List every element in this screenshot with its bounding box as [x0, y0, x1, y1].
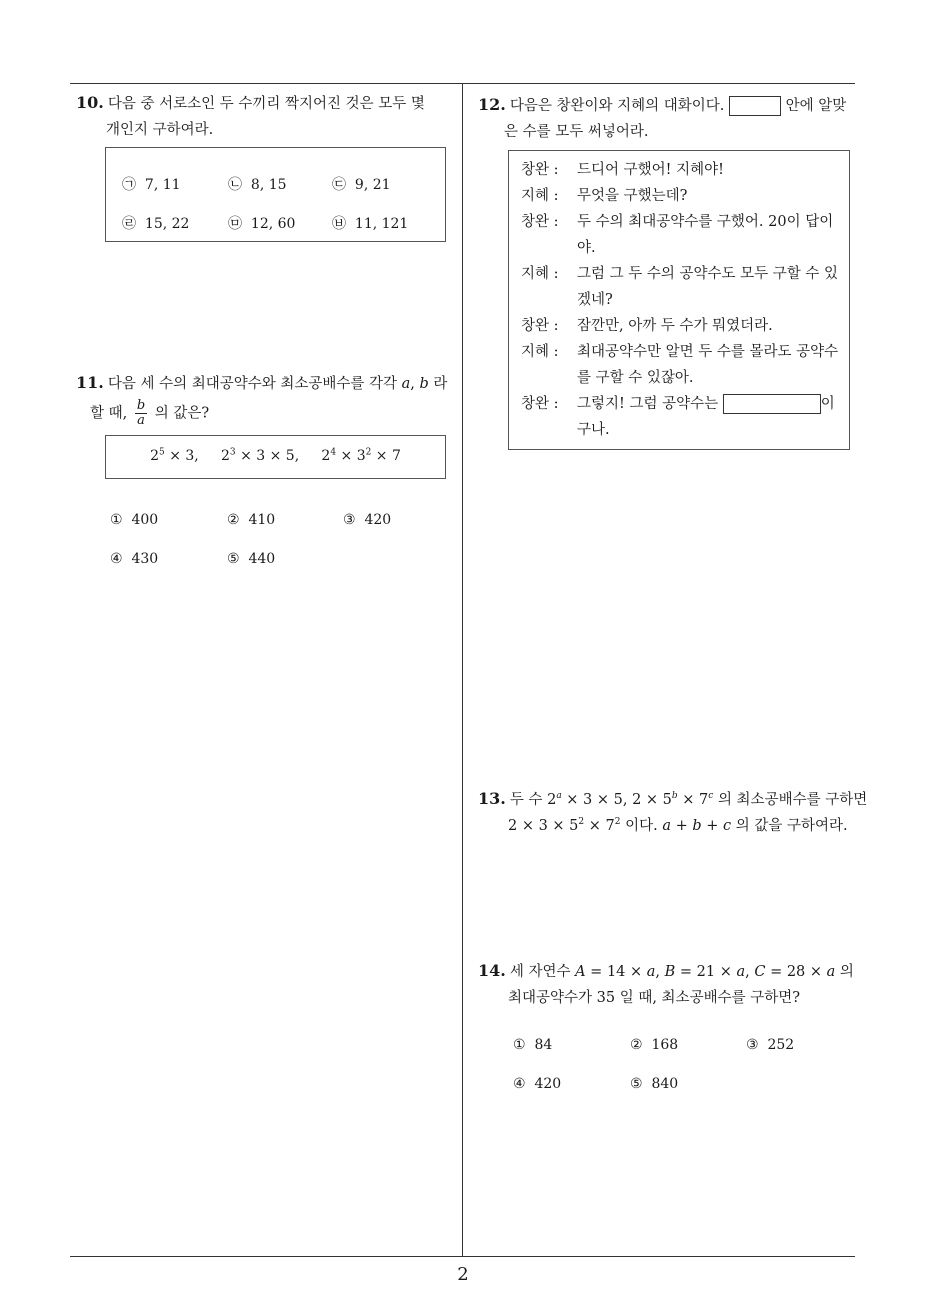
dialog-line: 지혜 : 그럼 그 두 수의 공약수도 모두 구할 수 있겠네?	[521, 266, 838, 308]
option-2[interactable]: ② 168	[630, 1037, 679, 1053]
dialog-line: 창완 : 드디어 구했어! 지혜야!	[521, 162, 724, 178]
option-3[interactable]: ③ 252	[746, 1037, 795, 1053]
question-12: 12. 다음은 창완이와 지혜의 대화이다. 안에 알맞 은 수를 모두 써넣어라.	[478, 95, 847, 140]
question-number: 10.	[76, 93, 104, 112]
question-13: 13. 두 수 $2^a \times 3 \times 5$, $2 \times 5^b \times 7^c$ 의 최소공배수를 구하면 $2 \times 3 \times 5^2 \times 7^2$ 이다. a + b + c 의 값을 구하여라.	[478, 789, 868, 834]
page-number: 2	[457, 1264, 469, 1285]
pair-item: ㉡ 8, 15	[228, 177, 287, 193]
question-14: 14. 세 자연수 A = 14 × a, B = 21 × a, C = 28 × a 의 최대공약수가 35 일 때, 최소공배수를 구하면?	[478, 961, 854, 1006]
fraction-b-over-a: $\frac{b}{a}$	[136, 398, 146, 428]
option-1[interactable]: ① 84	[513, 1037, 553, 1053]
math-expression: A = 14 × a, B = 21 × a, C = 28 × a	[575, 964, 836, 980]
math-expression: $2^a \times 3 \times 5$, $2 \times 5^b \times 7^c$	[547, 791, 714, 808]
option-5[interactable]: ⑤ 840	[630, 1076, 679, 1092]
dialog-line: 창완 : 잠깐만, 아까 두 수가 뭐였더라.	[521, 318, 773, 334]
pair-item: ㉤ 12, 60	[228, 216, 296, 232]
dialog	[521, 157, 839, 443]
question-text: 다음 중 서로소인 두 수끼리 짝지어진 것은 모두 몇	[107, 96, 425, 112]
dialog-line: 지혜 : 무엇을 구했는데?	[521, 188, 688, 204]
pair-item: ㉣ 15, 22	[122, 216, 190, 232]
math-expression: a	[662, 818, 671, 834]
question-number: 12.	[478, 95, 506, 114]
option-3[interactable]: ③ 420	[343, 512, 392, 528]
dialog-line: 지혜 : 최대공약수만 알면 두 수를 몰라도 공약수를 구할 수 있잖아.	[521, 344, 839, 386]
option-1[interactable]: ① 400	[110, 512, 159, 528]
math-expression: $2 \times 3 \times 5^2 \times 7^2$	[508, 817, 621, 834]
question-11: 11. 다음 세 수의 최대공약수와 최소공배수를 각각 a, b 라 할 때, $\frac{b}{a}$ 의 값은?	[76, 373, 448, 428]
question-text: 개인지 구하여라.	[106, 122, 214, 138]
question-number: 13.	[478, 789, 506, 808]
option-4[interactable]: ④ 420	[513, 1076, 562, 1092]
pair-item: ㉥ 11, 121	[332, 216, 409, 232]
pair-item: ㉢ 9, 21	[332, 177, 391, 193]
column-divider	[462, 83, 463, 1256]
question-10	[76, 90, 425, 143]
bottom-rule	[70, 1256, 855, 1257]
question-number: 14.	[478, 961, 506, 980]
option-2[interactable]: ② 410	[227, 512, 276, 528]
question-number: 11.	[76, 373, 104, 392]
answer-blank[interactable]	[723, 394, 821, 414]
answer-blank[interactable]	[729, 96, 781, 116]
pairs-box	[105, 147, 446, 242]
dialog-line: 창완 : 두 수의 최대공약수를 구했어. 20이 답이 야.	[521, 214, 834, 256]
numbers-expression: $2^5 \times 3$, $2^3 \times 3 \times 5$, $2^4 \times 3^2 \times 7$	[150, 447, 401, 464]
option-4[interactable]: ④ 430	[110, 551, 159, 567]
option-5[interactable]: ⑤ 440	[227, 551, 276, 567]
pair-item: ㉠ 7, 11	[122, 177, 181, 193]
dialog-line: 창완 : 그렇지! 그럼 공약수는 이 구나.	[521, 396, 835, 438]
numbers-box	[105, 435, 446, 479]
